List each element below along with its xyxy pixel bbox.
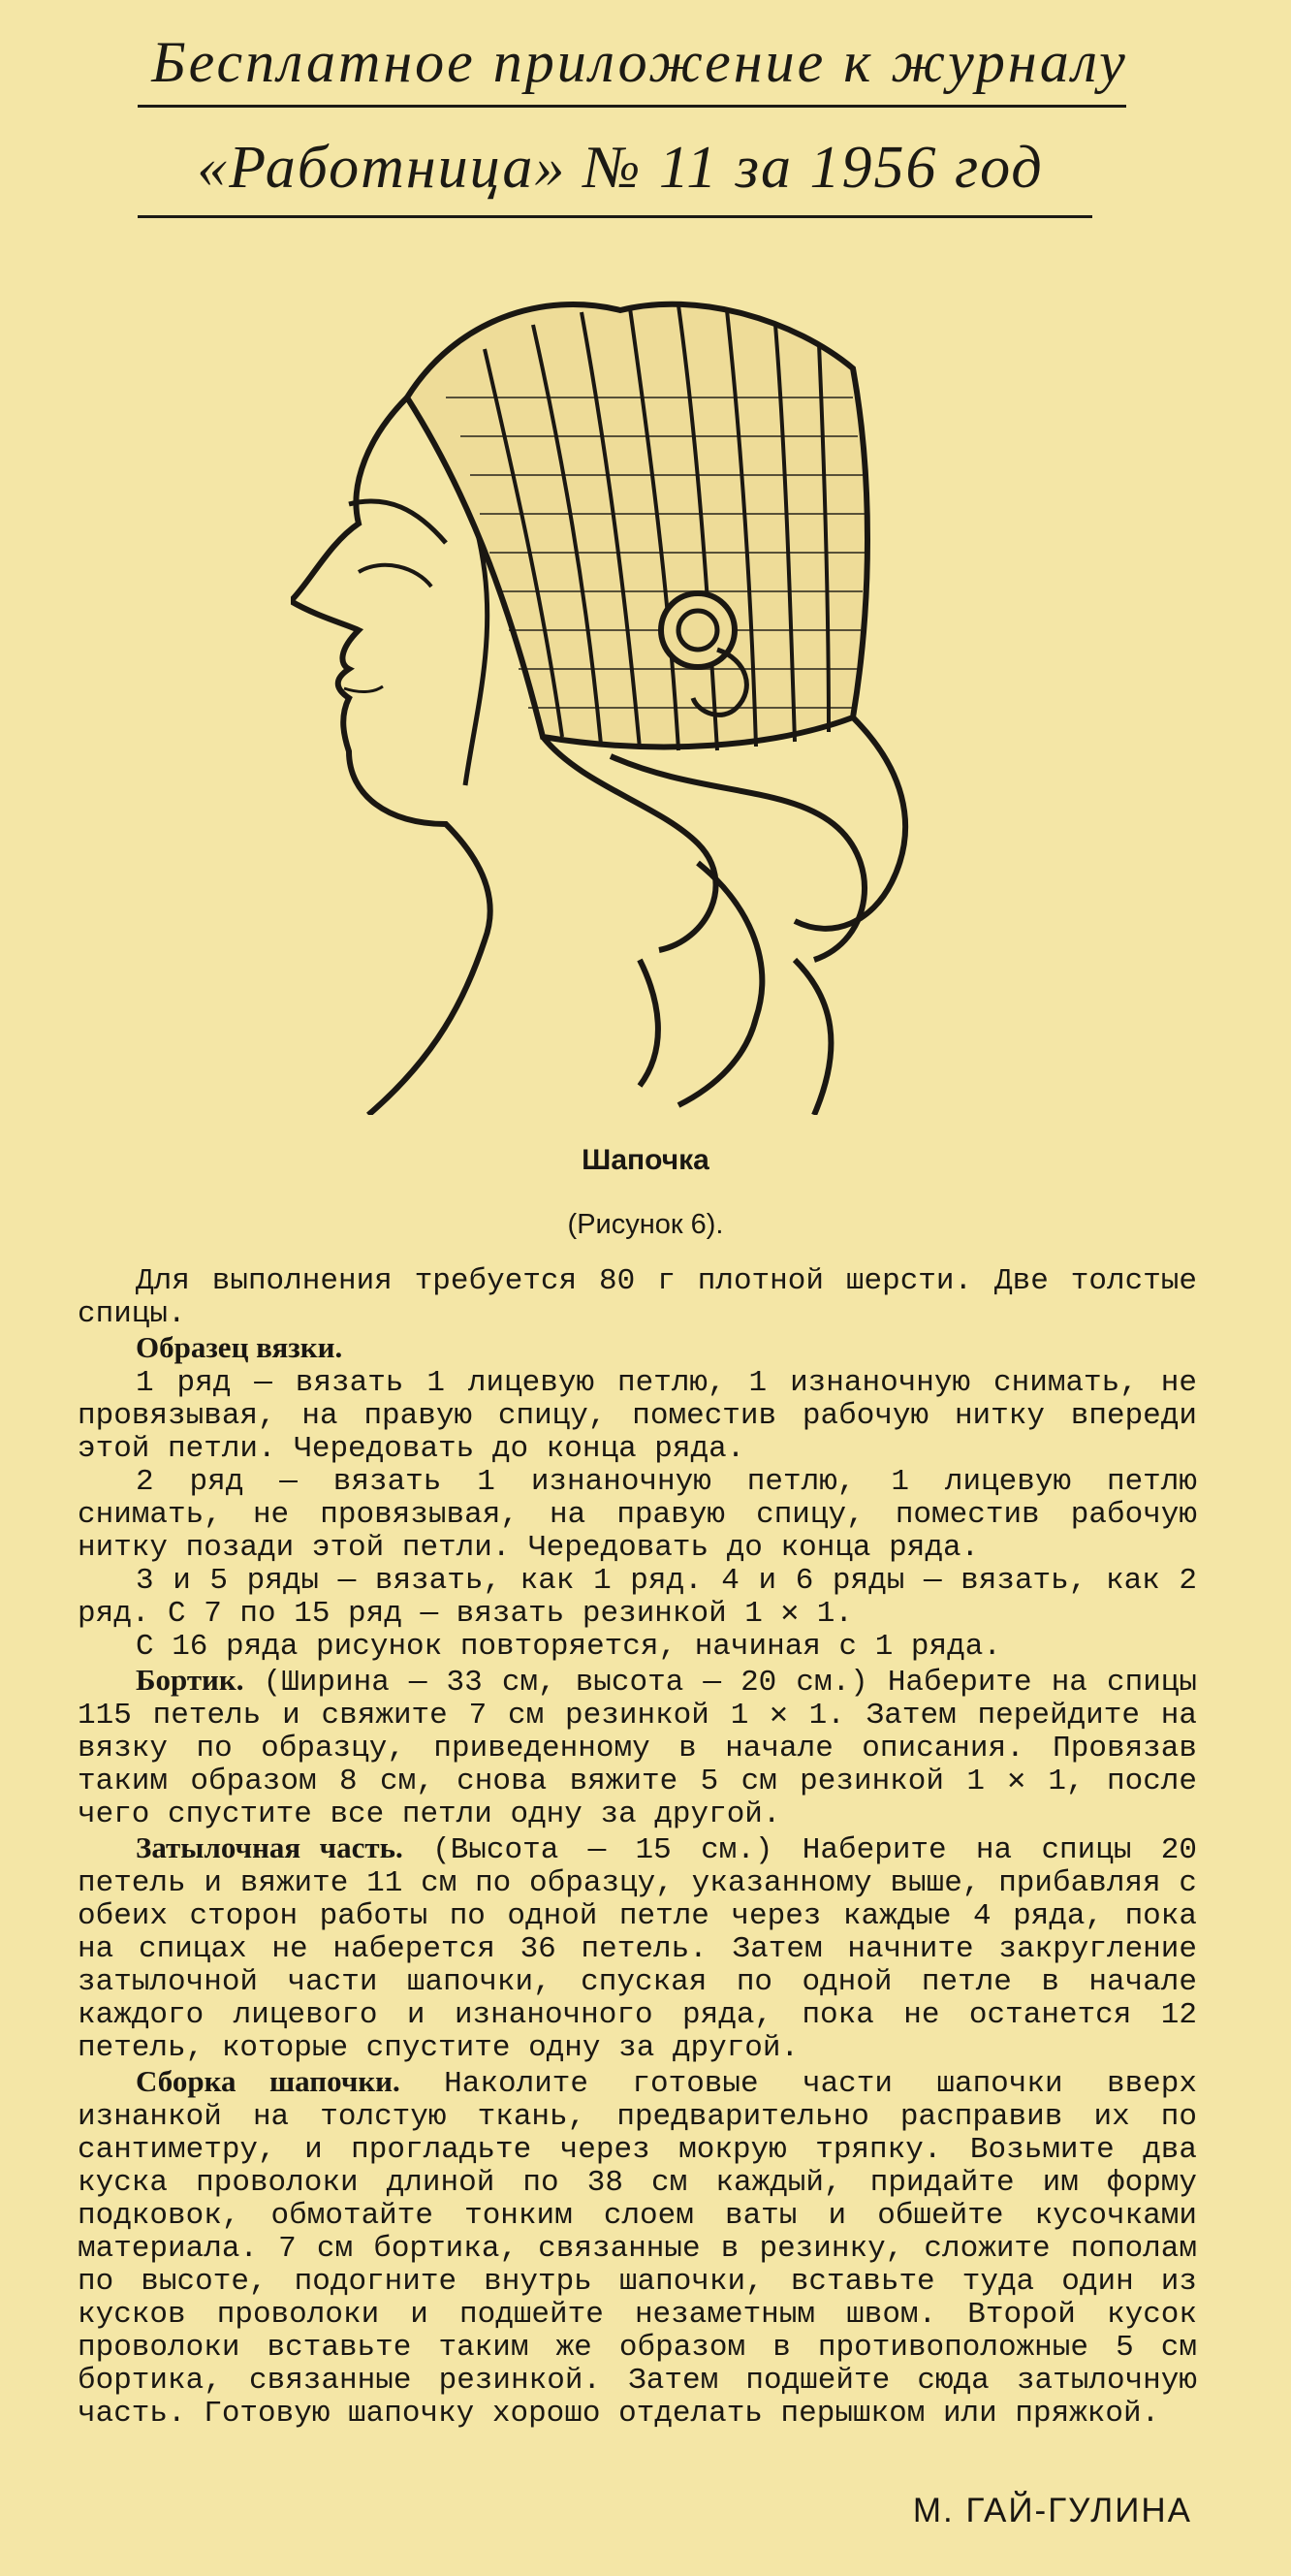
instructions-text — [78, 1265, 1197, 2431]
paragraph-row-16: С 16 ряда рисунок повторяется, начиная с 1 ряда. — [136, 1630, 1001, 1664]
hat-illustration — [291, 281, 969, 1115]
lips-line — [344, 686, 383, 692]
paragraph-back — [78, 1831, 1197, 2065]
caption-title: Шапочка — [582, 1144, 709, 1176]
eye-line — [359, 565, 431, 587]
paragraph-brim — [78, 1664, 1197, 1831]
header-line-2: «Работница» № 11 за 1956 год — [197, 135, 1044, 201]
assembly-heading: Сборка шапочки. — [136, 2064, 400, 2098]
paragraph-assembly — [78, 2065, 1197, 2431]
paragraph-row-2: 2 ряд — вязать 1 изнаночную петлю, 1 лицевую петлю снимать, не провязывая, на правую спицу, поместив рабочую нитку позади этой петли. Чередовать до конца ряда. — [78, 1465, 1197, 1565]
eyebrow-line — [349, 501, 446, 543]
assembly-text: Наколите готовые части шапочки вверх изнанкой на толстую ткань, предварительно расправив их по сантиметру, и прогладьте через мокрую тряпку. Возьмите два куска проволоки длиной по 38 см каждый, придайте им форму подковок, обмотайте тонким слоем ваты и обшейте кусочками материала. 7 см бортика, связанные в резинку, сложите пополам по высоте, подогните внутрь шапочки, вставьте туда один из кусков проволоки и подшейте незаметным швом. Второй кусок проволоки вставьте таким же образом в противоположные 5 см бортика, связанные резинкой. Затем подшейте сюда затылочную часть. Готовую шапочку хорошо отделать перышком или пряжкой. — [78, 2067, 1197, 2431]
paragraph-materials: Для выполнения требуется 80 г плотной шерсти. Две толстые спицы. — [78, 1264, 1197, 1331]
back-text: (Высота — 15 см.) Наберите на спицы 20 петель и вяжите 11 см по образцу, указанному выше, прибавляя с обеих сторон работы по одной петле через каждые 4 ряда, пока на спицах не наберется 36 петель. Затем начните закругление затылочной части шапочки, спуская по одной петле в начале каждого лицевого и изнаночного ряда, пока не останется 12 петель, которые спустите одну за другой. — [78, 1833, 1197, 2065]
header-line-1: Бесплатное приложение к журналу — [151, 30, 1128, 94]
brim-text: (Ширина — 33 см, высота — 20 см.) Наберите на спицы 115 петель и свяжите 7 см резинкой 1 ✕ 1. Затем перейдите на вязку по образцу, приведенному в начале описания. Провязав таким образом 8 см, снова вяжите 5 см резинкой 1 ✕ 1, после чего спустите все петли одну за другой. — [78, 1666, 1197, 1831]
header-rule-1 — [138, 105, 1126, 108]
author-signature: М. ГАЙ-ГУЛИНА — [912, 2492, 1192, 2529]
back-heading: Затылочная часть. — [136, 1830, 403, 1864]
caption-figure: (Рисунок 6). — [567, 1209, 724, 1240]
paragraph-rows-3-15: 3 и 5 ряды — вязать, как 1 ряд. 4 и 6 ряды — вязать, как 2 ряд. С 7 по 15 ряд — вязать резинкой 1 ✕ 1. — [78, 1564, 1197, 1631]
header-rule-2 — [138, 215, 1092, 218]
pattern-heading: Образец вязки. — [136, 1330, 343, 1364]
paragraph-pattern-heading — [78, 1331, 1197, 1367]
paragraph-row-1: 1 ряд — вязать 1 лицевую петлю, 1 изнаночную снимать, не провязывая, на правую спицу, поместив рабочую нитку впереди этой петли. Чередовать до конца ряда. — [78, 1366, 1197, 1466]
hair-curls — [543, 717, 905, 1115]
hat-ornament-outer — [661, 593, 735, 667]
brim-heading: Бортик. — [136, 1663, 244, 1697]
